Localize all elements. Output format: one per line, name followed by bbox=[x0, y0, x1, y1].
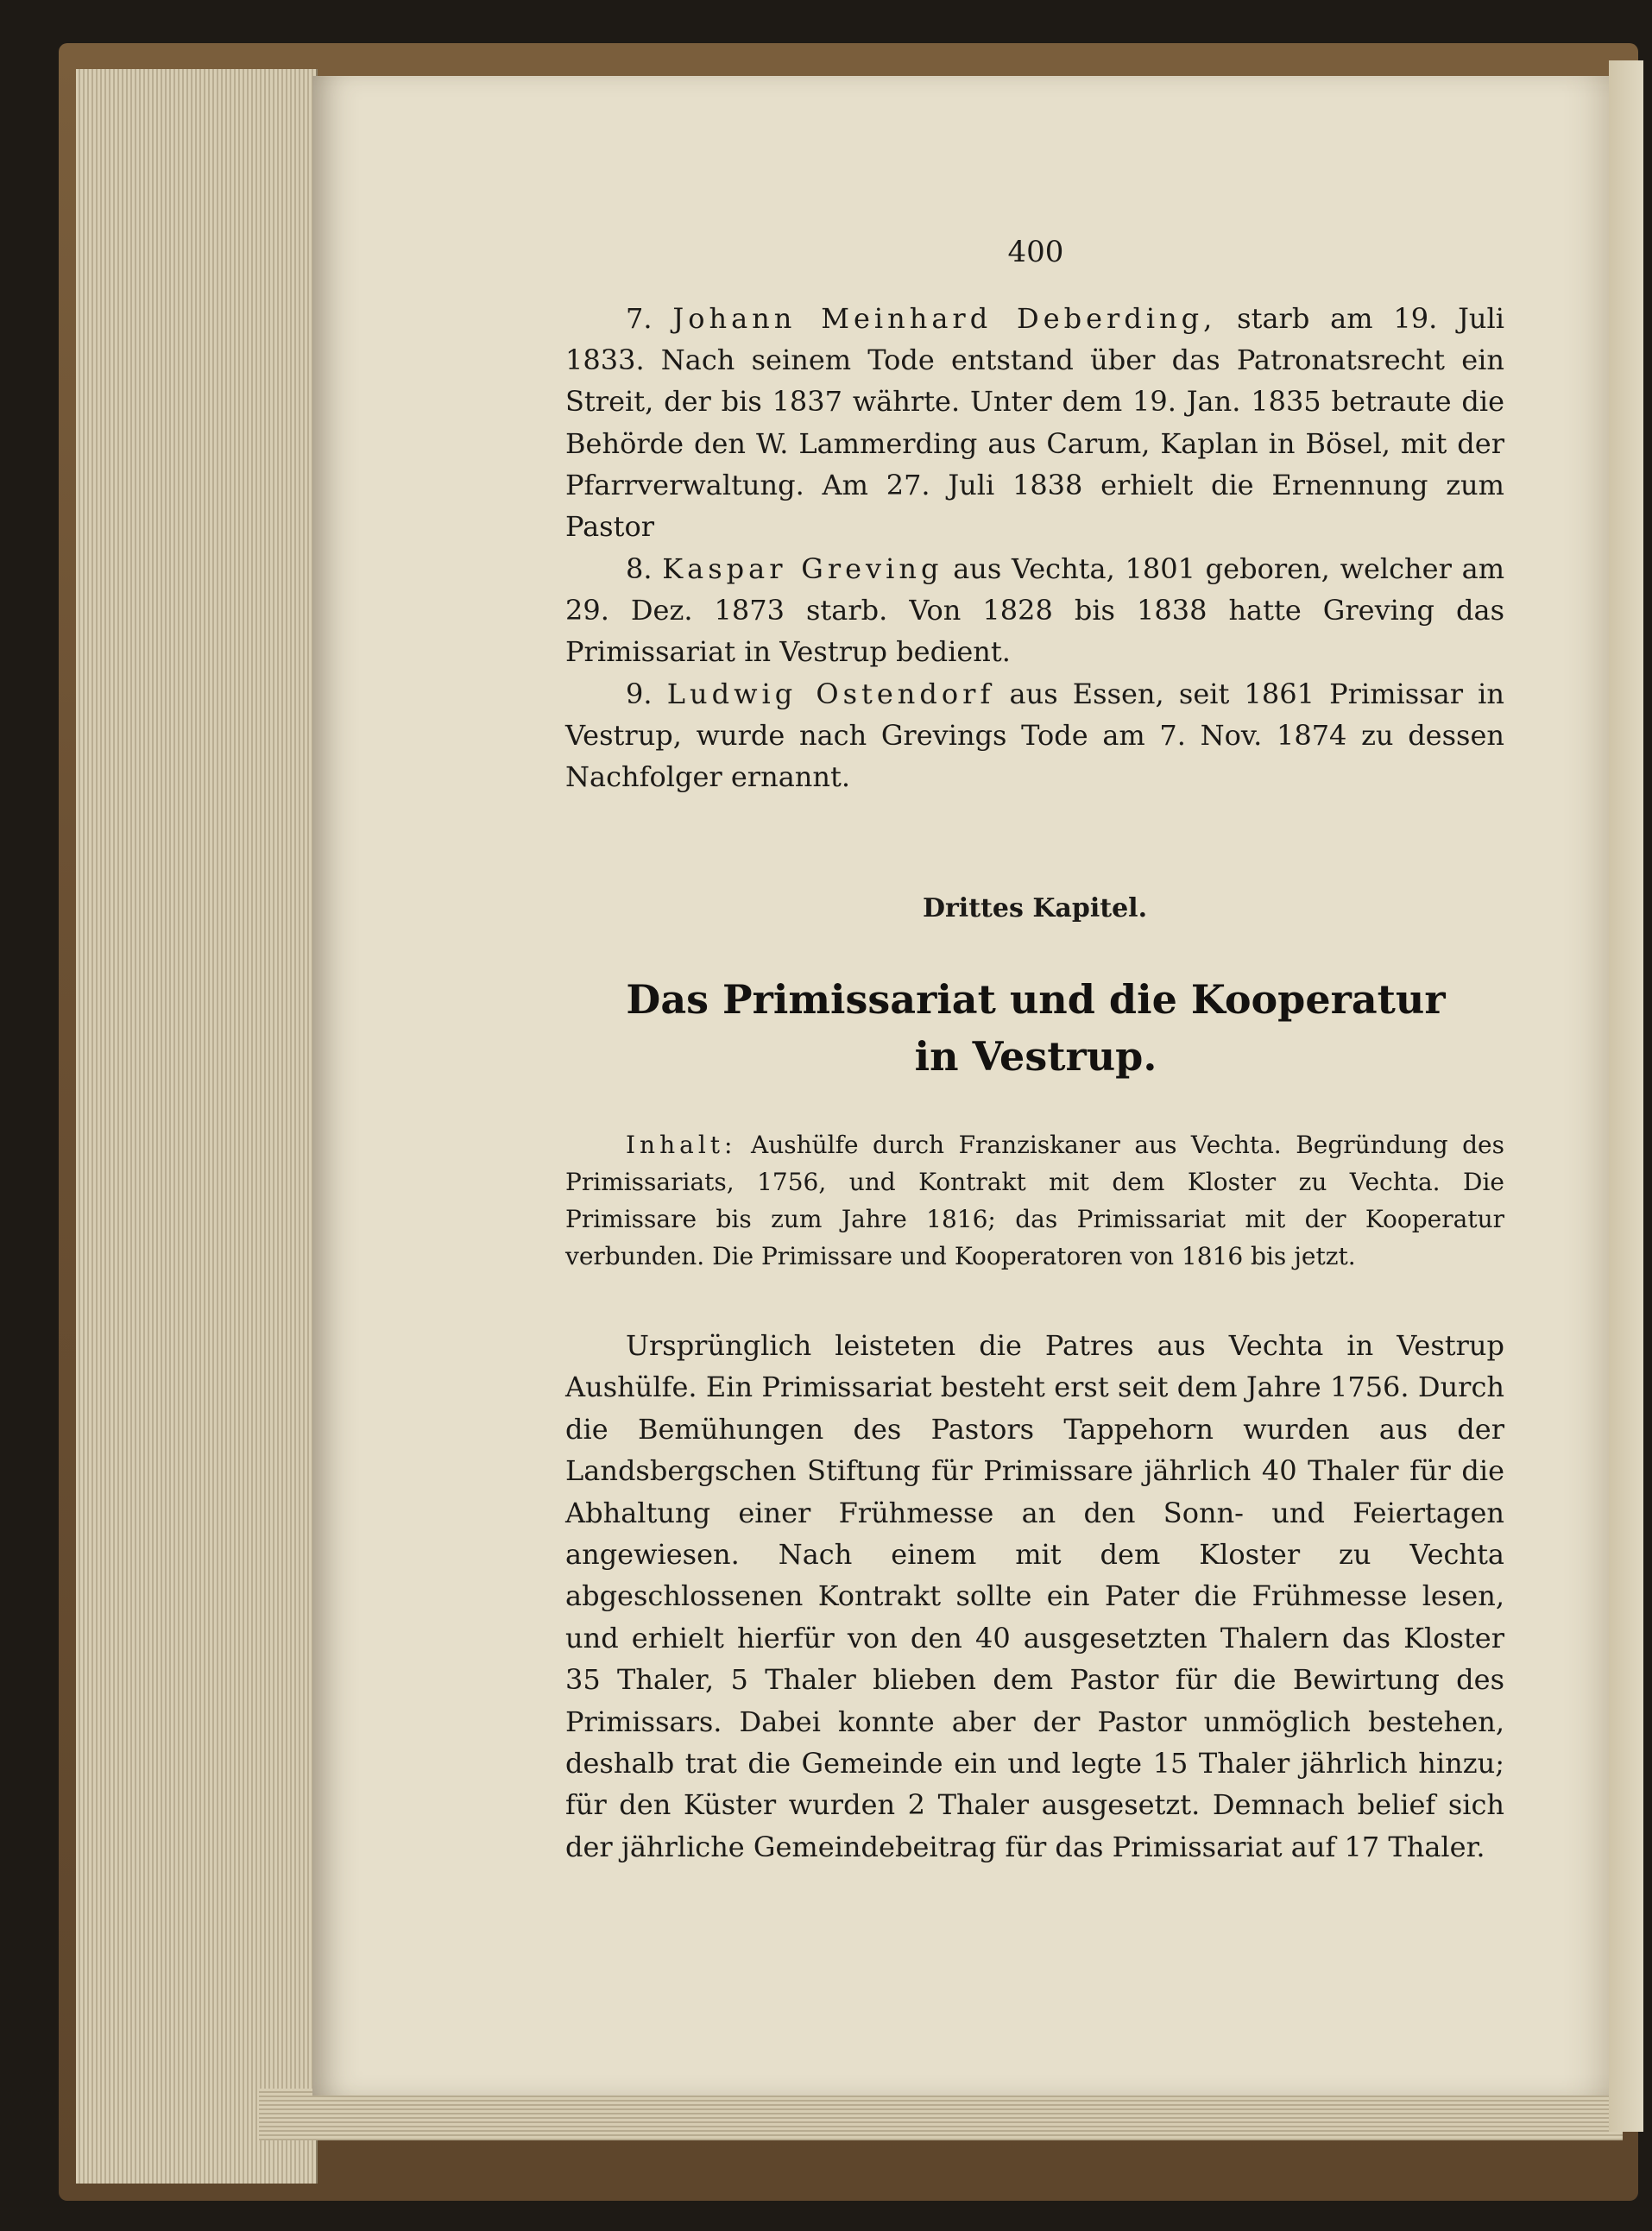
summary-label: Inhalt: bbox=[626, 1131, 737, 1159]
entry-7 bbox=[565, 298, 1504, 547]
entry-9 bbox=[565, 673, 1504, 798]
entry-text: starb am 19. Juli 1833. Nach seinem Tode entstand über das Patronatsrecht ein Streit, der bis 1837 währte. Unter dem 19. Jan. 1835 betraute die Behörde den W. Lammerding aus Carum, Kaplan in Bösel, mit der Pfarrverwaltung. Am 27. Juli 1838 erhielt die Ernennung zum Pastor bbox=[565, 302, 1504, 544]
entry-text: aus Vechta, 1801 geboren, welcher am 29. Dez. 1873 starb. Von 1828 bis 1838 hatte Greving das Primissariat in Vestrup bedient. bbox=[565, 552, 1505, 669]
chapter-summary bbox=[565, 1126, 1504, 1275]
page-number: 400 bbox=[1007, 235, 1064, 269]
body-paragraph: Ursprünglich leisteten die Patres aus Vechta in Vestrup Aushülfe. Ein Primissariat besteht erst seit dem Jahre 1756. Durch die Bemühungen des Pastors Tappehorn wurden aus der Landsbergschen Stiftung für Primissare jährlich 40 Thaler für die Abhaltung einer Frühmesse an den Sonn- und Feiertagen angewiesen. Nach einem mit dem Kloster zu Vechta abgeschlossenen Kontrakt sollte ein Pater die Frühmesse lesen, und erhielt hierfür von den 40 ausgesetzten Thalern das Kloster 35 Thaler, 5 Thaler blieben dem Pastor für die Bewirtung des Primissars. Dabei konnte aber der Pastor unmöglich bestehen, deshalb trat die Gemeinde ein und legte 15 Thaler jährlich hinzu; für den Küster wurden 2 Thaler ausgesetzt. Demnach belief sich der jährliche Gemeindebeitrag für das Primissariat auf 17 Thaler. bbox=[565, 1329, 1504, 1863]
chapter-title: Das Primissariat und die Kooperatur in Vestrup. bbox=[626, 976, 1446, 1080]
summary-text: Aushülfe durch Franziskaner aus Vechta. Begründung des Primissariats, 1756, und Kontrakt mit dem Kloster zu Vechta. Die Primissare bis zum Jahre 1816; das Primissariat mit der Kooperatur verbunden. Die Primissare und Kooperatoren von 1816 bis jetzt. bbox=[565, 1131, 1504, 1270]
entry-name: Ludwig Ostendorf bbox=[666, 677, 995, 710]
entry-name: Kaspar Greving bbox=[662, 552, 943, 585]
page-edges-left bbox=[76, 69, 318, 2184]
entry-8 bbox=[565, 548, 1504, 673]
entry-name: Johann Meinhard Deberding, bbox=[672, 302, 1217, 335]
entry-text: aus Essen, seit 1861 Primissar in Vestrup, wurde nach Grevings Tode am 7. Nov. 1874 zu dessen Nachfolger ernannt. bbox=[565, 677, 1505, 794]
entry-number: 7. bbox=[626, 302, 653, 335]
page-edges-bottom bbox=[259, 2089, 1623, 2140]
entry-number: 8. bbox=[626, 552, 653, 585]
entry-number: 9. bbox=[626, 677, 653, 710]
facing-page-edge bbox=[1609, 60, 1643, 2132]
chapter-label: Drittes Kapitel. bbox=[922, 893, 1148, 923]
